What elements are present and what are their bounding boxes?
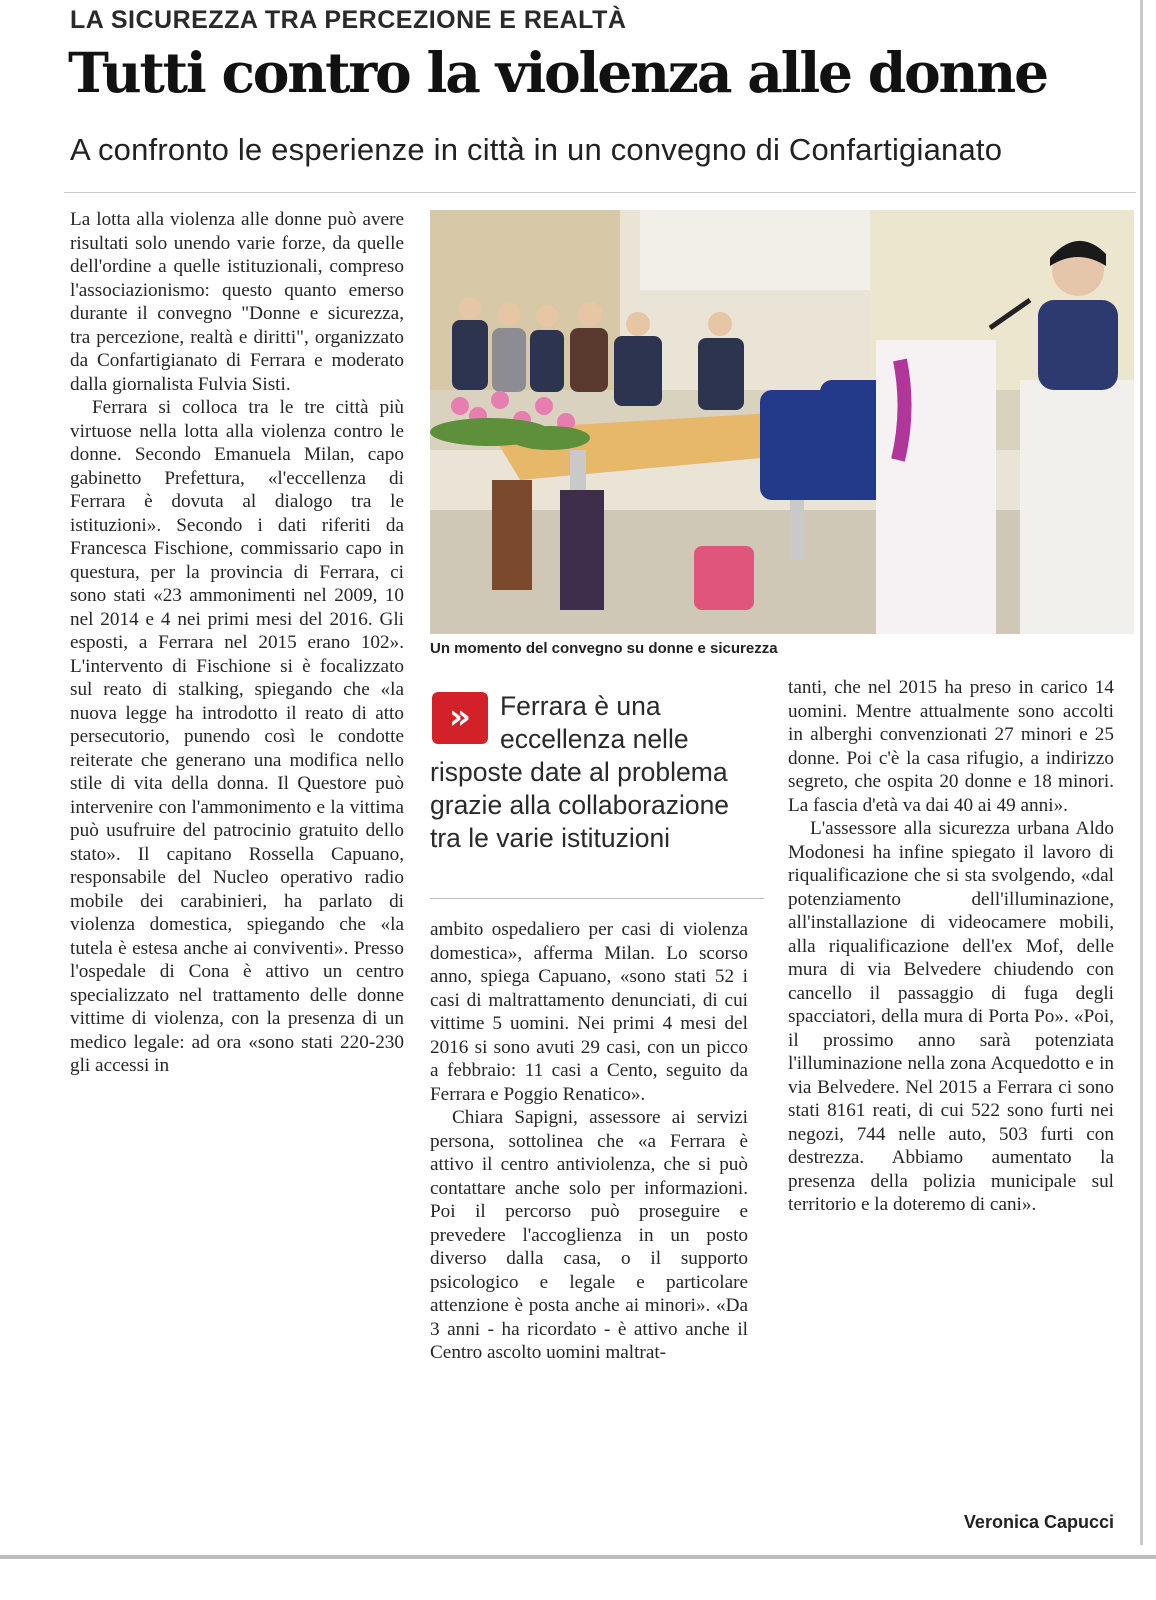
pull-quote-line: Ferrara è una <box>500 691 661 721</box>
paragraph: La lotta alla violenza alle donne può avere risultati solo unendo varie forze, da quelle dell'ordine a quelle istituzionali, compreso l'associazionismo: questo quanto emerso durante il convegno "Donne e sicurezza, tra percezione, realtà e diritti", organizzato da Confartigianato di Ferrara e moderato dalla giornalista Fulvia Sisti. <box>70 209 404 395</box>
divider <box>64 192 1136 193</box>
byline: Veronica Capucci <box>963 1512 1114 1532</box>
photo-caption: Un momento del convegno su donne e sicurezza <box>430 640 778 657</box>
article-column-1 <box>70 208 404 1078</box>
paragraph: Chiara Sapigni, assessore ai servizi persona, sottolinea che «a Ferrara è attivo il centro antiviolenza, che si può contattare anche solo per informazioni. Poi il percorso può proseguire e prevedere l'accoglienza in un posto diverso dalla casa, o il supporto psicologico e legale e particolare attenzione è posta anche ai minori». «Da 3 anni - ha ricordato - è attivo anche il Centro ascolto uomini maltrat- <box>430 1107 748 1363</box>
subhead: A confronto le esperienze in città in un convegno di Confartigianato <box>70 132 1003 167</box>
article-column-3 <box>788 676 1114 1217</box>
pull-quote-line: tra le varie istituzioni <box>430 823 671 853</box>
article-column-2 <box>430 918 748 1365</box>
paragraph: tanti, che nel 2015 ha preso in carico 14 uomini. Mentre attualmente sono accolti in alberghi convenzionati 27 minori e 25 donne. Poi c'è la casa rifugio, a indirizzo segreto, che ospita 20 donne e 18 minori. La fascia d'età va dai 40 ai 49 anni». <box>788 677 1114 816</box>
conference-photo <box>430 210 1134 634</box>
pull-quote-line: risposte date al problema <box>430 757 728 787</box>
divider <box>430 898 764 899</box>
kicker: LA SICUREZZA TRA PERCEZIONE E REALTÀ <box>70 6 627 34</box>
headline: Tutti contro la violenza alle donne <box>68 40 1047 105</box>
pull-quote-line: grazie alla collaborazione <box>430 790 730 820</box>
newspaper-page <box>64 0 1136 1600</box>
pull-quote-line: eccellenza nelle <box>500 724 689 754</box>
page-edge <box>1140 0 1143 1545</box>
paragraph: Ferrara si colloca tra le tre città più virtuose nella lotta alla violenza contro le donne. Secondo Emanuela Milan, capo gabinetto Prefettura, «l'eccellenza di Ferrara è dovuta al dialogo tra le istituzioni». Secondo i dati riferiti da Francesca Fischione, commissario capo in questura, per la provincia di Ferrara, ci sono stati «23 ammonimenti nel 2009, 10 nel 2014 e 4 nei primi mesi del 2016. Gli esposti, a Ferrara nel 2015 erano 102». L'intervento di Fischione si è focalizzato sul reato di stalking, spiegando che «la nuova legge ha introdotto il reato di atto persecutorio, punendo così le condotte reiterate che generano una modifica nello stile di vita della donna. Il Questore può intervenire con l'ammonimento e la vittima può usufruire del patrocinio gratuito dello stato». Il capitano Rossella Capuano, responsabile del Nucleo operativo radio mobile dei carabinieri, ha parlato di violenza domestica, spiegando che «la tutela è estesa anche ai conviventi». Presso l'ospedale di Cona è attivo un centro specializzato nel trattamento delle donne vittime di violenza, con la presenza di un medico legale: ad ora «sono stati 220-230 gli accessi in <box>70 397 404 1076</box>
double-chevron-right-icon: » <box>432 692 488 744</box>
conference-photo-illustration <box>430 210 1134 634</box>
page-edge <box>0 1555 1156 1559</box>
paragraph: ambito ospedaliero per casi di violenza domestica», afferma Milan. Lo scorso anno, spiega Capuano, «sono stati 52 i casi di maltrattamento denunciati, di cui vittime 5 uomini. Nei primi 4 mesi del 2016 si sono avuti 29 casi, con un picco a febbraio: 11 casi a Cento, seguito da Ferrara e Poggio Renatico». <box>430 919 748 1105</box>
pull-quote <box>430 690 770 855</box>
paragraph: L'assessore alla sicurezza urbana Aldo Modonesi ha infine spiegato il lavoro di riqualificazione che si sta svolgendo, «dal potenziamento dell'illuminazione, all'installazione di videocamere mobili, alla riqualificazione dell'ex Mof, delle mura di via Belvedere chiudendo con cancello il passaggio di fuga degli spacciatori, della mura di Porta Po». «Poi, il prossimo anno sarà potenziata l'illuminazione nella zona Acquedotto e in via Belvedere. Nel 2015 a Ferrara ci sono stati 8161 reati, di cui 522 sono furti nei negozi, 744 nelle auto, 503 furti con destrezza. Abbiamo aumentato la presenza della polizia municipale sul territorio e la doteremo di cani». <box>788 818 1114 1215</box>
